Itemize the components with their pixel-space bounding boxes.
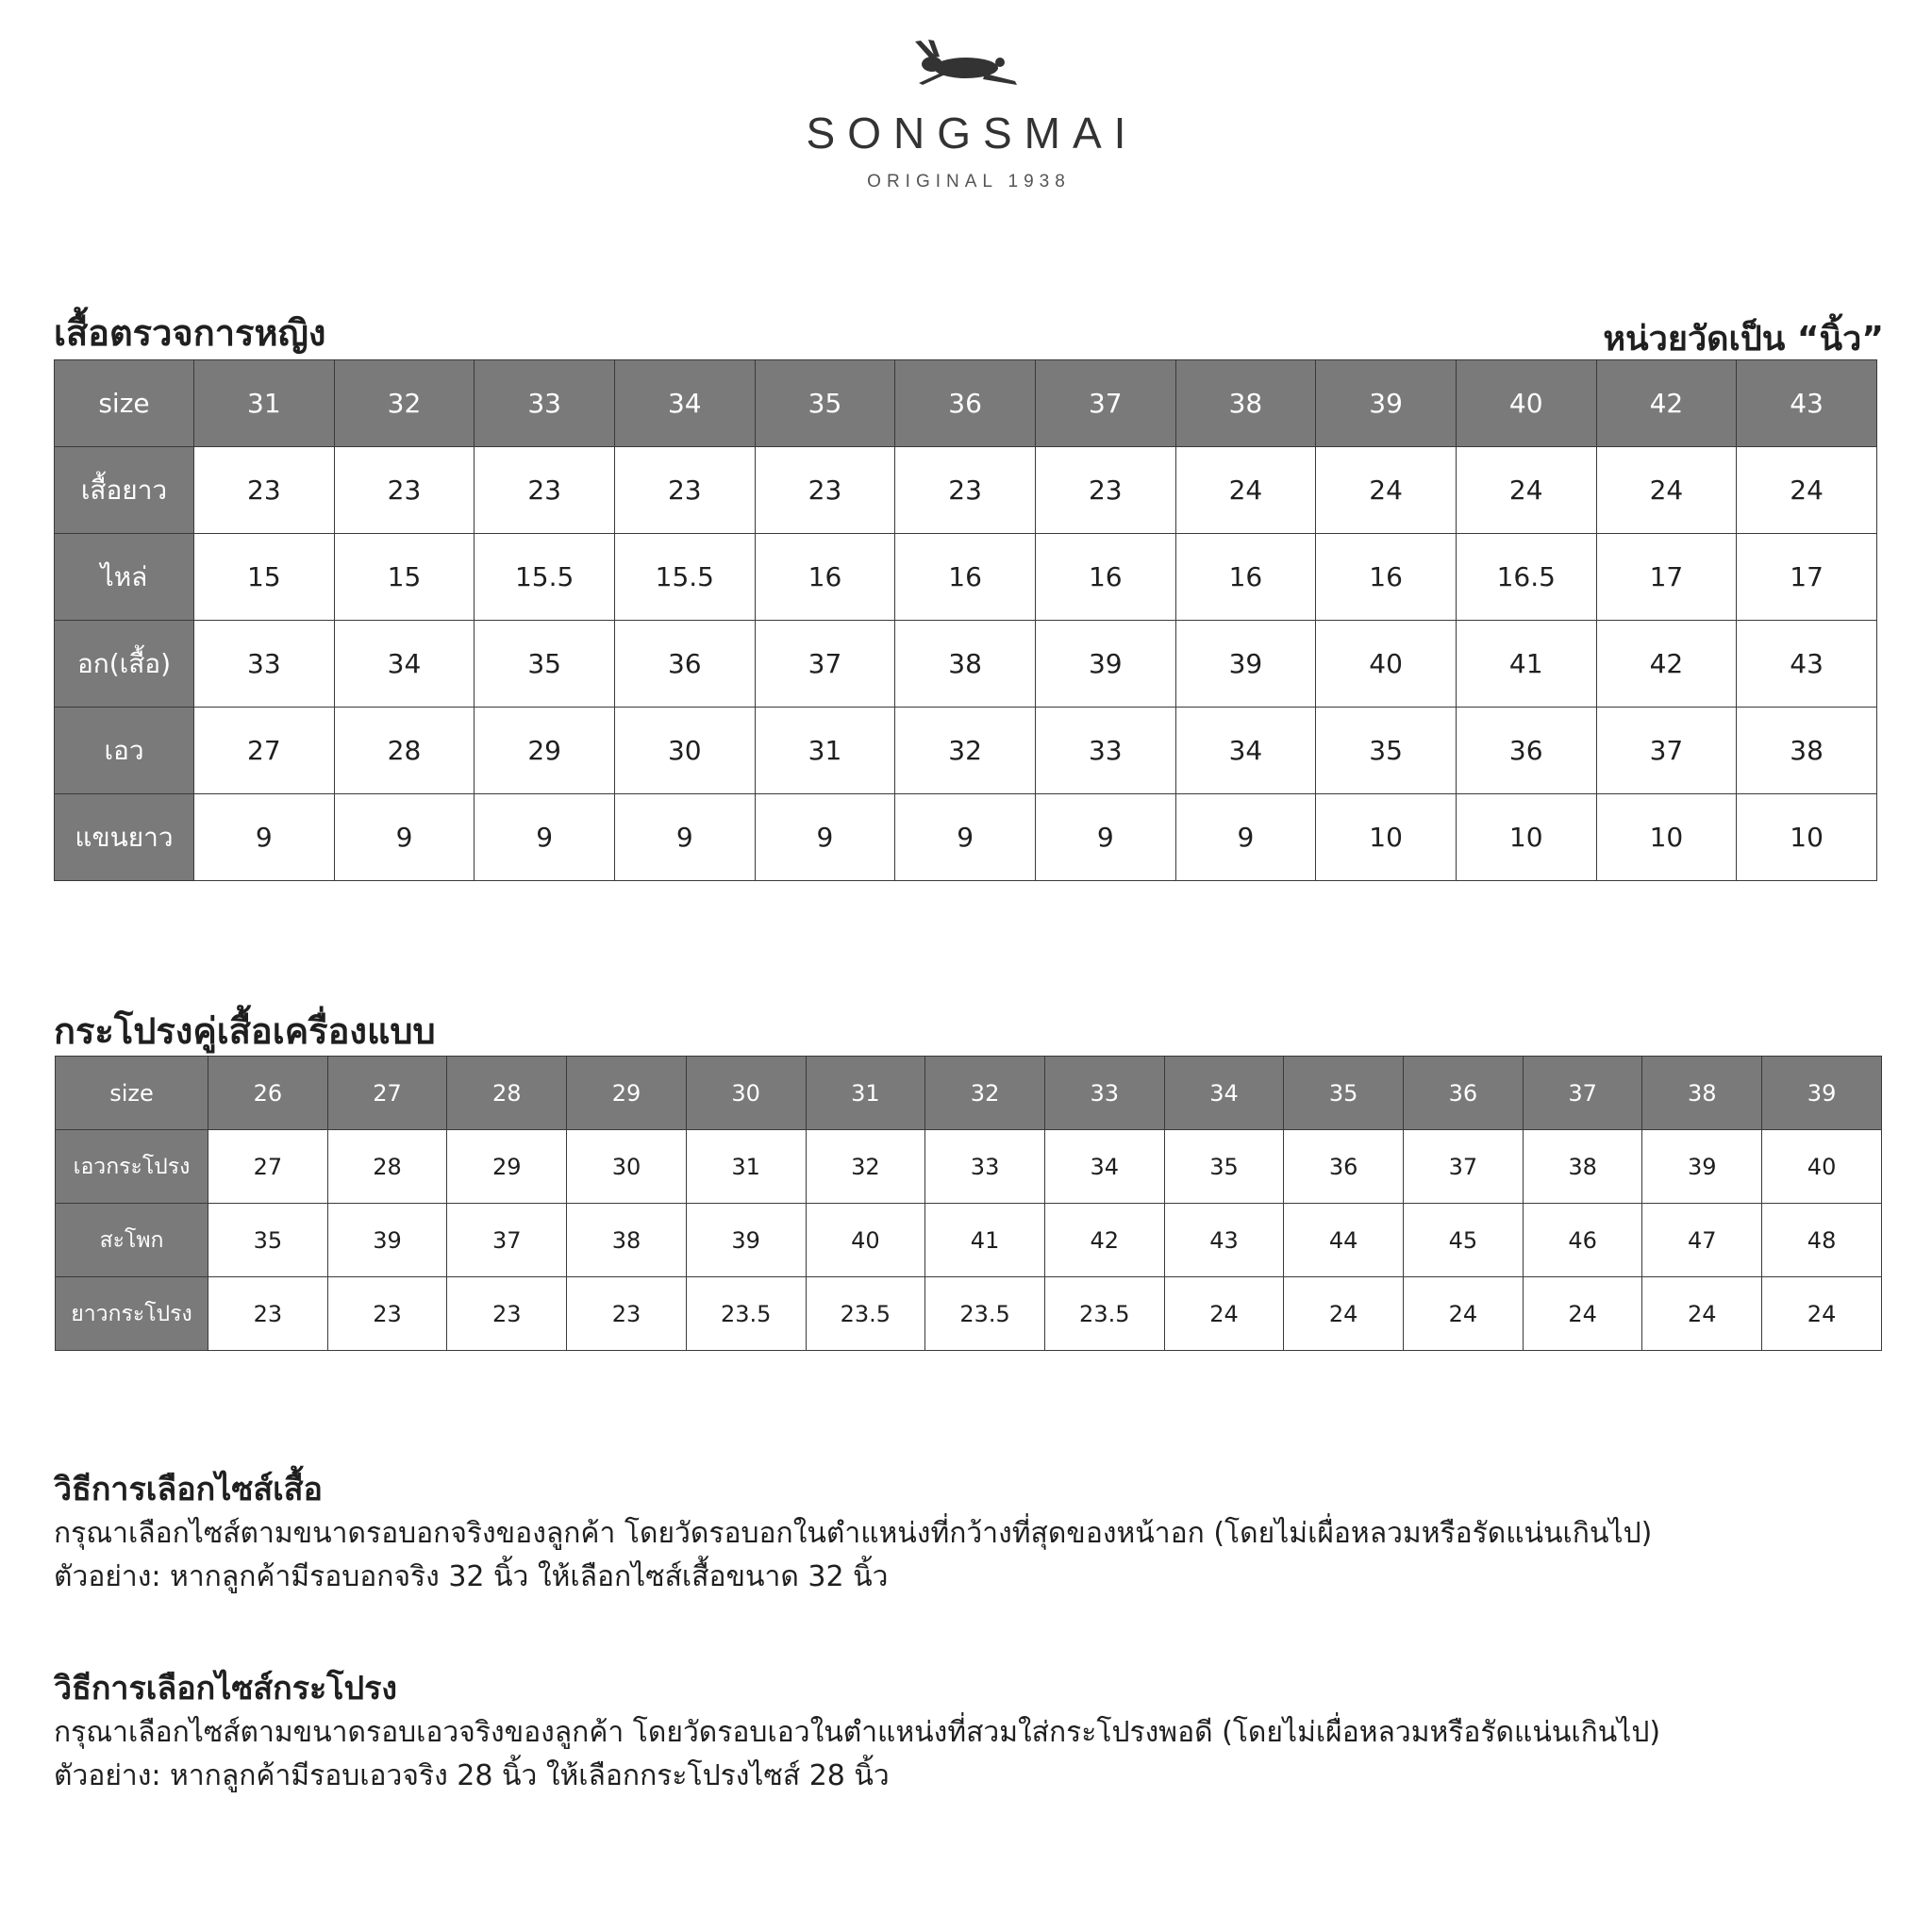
- measurement-cell: 34: [334, 621, 475, 708]
- measurement-cell: 37: [1404, 1130, 1524, 1204]
- size-column-header: 42: [1596, 360, 1737, 447]
- measurement-cell: 40: [1762, 1130, 1882, 1204]
- measurement-cell: 37: [1596, 708, 1737, 794]
- blouse-size-table: [54, 359, 1877, 881]
- measurement-cell: 9: [755, 794, 895, 881]
- measurement-label: เอวกระโปรง: [56, 1130, 208, 1204]
- measurement-cell: 15: [334, 534, 475, 621]
- table-row: [55, 621, 1877, 708]
- measurement-cell: 34: [1175, 708, 1316, 794]
- measurement-cell: 23: [447, 1277, 567, 1351]
- measurement-cell: 9: [475, 794, 615, 881]
- measurement-cell: 40: [1316, 621, 1457, 708]
- measurement-cell: 29: [447, 1130, 567, 1204]
- size-column-header: 27: [327, 1057, 447, 1130]
- measurement-cell: 42: [1596, 621, 1737, 708]
- size-column-header: 39: [1762, 1057, 1882, 1130]
- table-row: [55, 534, 1877, 621]
- measurement-cell: 23: [895, 447, 1036, 534]
- measurement-cell: 23: [475, 447, 615, 534]
- measurement-cell: 35: [1316, 708, 1457, 794]
- measurement-cell: 24: [1456, 447, 1596, 534]
- measurement-cell: 24: [1523, 1277, 1642, 1351]
- size-column-header: 36: [895, 360, 1036, 447]
- measurement-cell: 40: [806, 1204, 925, 1277]
- measurement-cell: 29: [475, 708, 615, 794]
- measurement-cell: 23.5: [686, 1277, 806, 1351]
- measurement-cell: 35: [1164, 1130, 1284, 1204]
- measurement-cell: 33: [1035, 708, 1175, 794]
- measurement-cell: 24: [1762, 1277, 1882, 1351]
- measurement-cell: 38: [1737, 708, 1877, 794]
- skirt-chart-title: กระโปรงคู่เสื้อเครื่องแบบ: [54, 1010, 436, 1052]
- measurement-cell: 38: [567, 1204, 687, 1277]
- size-header-label: size: [55, 360, 194, 447]
- measurement-cell: 36: [614, 621, 755, 708]
- brand-tagline: ORIGINAL 1938: [867, 172, 1071, 192]
- blouse-guide-title: วิธีการเลือกไซส์เสื้อ: [54, 1471, 323, 1508]
- measurement-cell: 33: [194, 621, 335, 708]
- size-column-header: 33: [475, 360, 615, 447]
- measurement-cell: 31: [755, 708, 895, 794]
- measurement-cell: 41: [1456, 621, 1596, 708]
- size-column-header: 33: [1044, 1057, 1164, 1130]
- measurement-cell: 27: [194, 708, 335, 794]
- size-column-header: 34: [614, 360, 755, 447]
- measurement-label: แขนยาว: [55, 794, 194, 881]
- measurement-cell: 24: [1404, 1277, 1524, 1351]
- measurement-cell: 27: [208, 1130, 328, 1204]
- size-column-header: 38: [1642, 1057, 1762, 1130]
- measurement-cell: 48: [1762, 1204, 1882, 1277]
- measurement-cell: 23.5: [1044, 1277, 1164, 1351]
- table-row: [56, 1204, 1882, 1277]
- measurement-cell: 24: [1175, 447, 1316, 534]
- skirt-guide-example: ตัวอย่าง: หากลูกค้ามีรอบเอวจริง 28 นิ้ว ให้เลือกกระโปรงไซส์ 28 นิ้ว: [54, 1759, 890, 1792]
- measurement-cell: 23: [1035, 447, 1175, 534]
- measurement-cell: 38: [895, 621, 1036, 708]
- measurement-cell: 42: [1044, 1204, 1164, 1277]
- measurement-cell: 24: [1284, 1277, 1404, 1351]
- unit-note: หน่วยวัดเป็น “นิ้ว”: [1603, 320, 1884, 358]
- skirt-guide-title: วิธีการเลือกไซส์กระโปรง: [54, 1670, 397, 1707]
- measurement-cell: 32: [806, 1130, 925, 1204]
- measurement-cell: 35: [208, 1204, 328, 1277]
- measurement-label: เสื้อยาว: [55, 447, 194, 534]
- measurement-cell: 15.5: [475, 534, 615, 621]
- measurement-cell: 46: [1523, 1204, 1642, 1277]
- measurement-cell: 32: [895, 708, 1036, 794]
- measurement-cell: 39: [1035, 621, 1175, 708]
- measurement-label: เอว: [55, 708, 194, 794]
- rabbit-icon: [909, 38, 1023, 94]
- size-column-header: 28: [447, 1057, 567, 1130]
- measurement-cell: 34: [1044, 1130, 1164, 1204]
- size-column-header: 29: [567, 1057, 687, 1130]
- measurement-label: ยาวกระโปรง: [56, 1277, 208, 1351]
- size-column-header: 34: [1164, 1057, 1284, 1130]
- measurement-cell: 9: [194, 794, 335, 881]
- measurement-cell: 44: [1284, 1204, 1404, 1277]
- measurement-label: ไหล่: [55, 534, 194, 621]
- measurement-cell: 38: [1523, 1130, 1642, 1204]
- size-column-header: 43: [1737, 360, 1877, 447]
- measurement-cell: 43: [1737, 621, 1877, 708]
- measurement-cell: 28: [334, 708, 475, 794]
- size-column-header: 40: [1456, 360, 1596, 447]
- size-column-header: 31: [806, 1057, 925, 1130]
- blouse-guide-example: ตัวอย่าง: หากลูกค้ามีรอบอกจริง 32 นิ้ว ให้เลือกไซส์เสื้อขนาด 32 นิ้ว: [54, 1560, 889, 1593]
- measurement-cell: 10: [1737, 794, 1877, 881]
- measurement-cell: 16.5: [1456, 534, 1596, 621]
- measurement-cell: 10: [1596, 794, 1737, 881]
- measurement-cell: 30: [567, 1130, 687, 1204]
- skirt-size-table: [55, 1056, 1882, 1351]
- measurement-cell: 31: [686, 1130, 806, 1204]
- measurement-cell: 24: [1316, 447, 1457, 534]
- measurement-cell: 10: [1316, 794, 1457, 881]
- measurement-cell: 43: [1164, 1204, 1284, 1277]
- measurement-cell: 36: [1284, 1130, 1404, 1204]
- blouse-chart-title: เสื้อตรวจการหญิง: [54, 312, 326, 354]
- measurement-cell: 39: [686, 1204, 806, 1277]
- measurement-cell: 16: [1175, 534, 1316, 621]
- measurement-cell: 39: [1642, 1130, 1762, 1204]
- measurement-cell: 36: [1456, 708, 1596, 794]
- measurement-cell: 9: [895, 794, 1036, 881]
- measurement-cell: 47: [1642, 1204, 1762, 1277]
- size-column-header: 26: [208, 1057, 328, 1130]
- table-row: [55, 794, 1877, 881]
- table-row: [56, 1277, 1882, 1351]
- measurement-cell: 23: [614, 447, 755, 534]
- size-column-header: 37: [1523, 1057, 1642, 1130]
- measurement-cell: 23.5: [806, 1277, 925, 1351]
- size-header-row: [55, 360, 1877, 447]
- size-column-header: 30: [686, 1057, 806, 1130]
- measurement-cell: 37: [755, 621, 895, 708]
- size-column-header: 31: [194, 360, 335, 447]
- measurement-cell: 24: [1737, 447, 1877, 534]
- measurement-cell: 39: [1175, 621, 1316, 708]
- measurement-cell: 16: [1316, 534, 1457, 621]
- measurement-cell: 23: [567, 1277, 687, 1351]
- measurement-cell: 24: [1596, 447, 1737, 534]
- measurement-cell: 9: [1175, 794, 1316, 881]
- measurement-cell: 9: [1035, 794, 1175, 881]
- measurement-cell: 41: [925, 1204, 1045, 1277]
- measurement-cell: 33: [925, 1130, 1045, 1204]
- measurement-cell: 39: [327, 1204, 447, 1277]
- measurement-cell: 9: [334, 794, 475, 881]
- size-header-label: size: [56, 1057, 208, 1130]
- measurement-cell: 37: [447, 1204, 567, 1277]
- brand-name: SONGSMAI: [806, 108, 1139, 158]
- measurement-cell: 16: [755, 534, 895, 621]
- size-column-header: 32: [925, 1057, 1045, 1130]
- measurement-cell: 24: [1164, 1277, 1284, 1351]
- measurement-cell: 24: [1642, 1277, 1762, 1351]
- measurement-cell: 16: [1035, 534, 1175, 621]
- size-header-row: [56, 1057, 1882, 1130]
- table-row: [56, 1130, 1882, 1204]
- measurement-cell: 17: [1737, 534, 1877, 621]
- measurement-cell: 28: [327, 1130, 447, 1204]
- size-column-header: 32: [334, 360, 475, 447]
- measurement-cell: 35: [475, 621, 615, 708]
- measurement-cell: 17: [1596, 534, 1737, 621]
- measurement-label: สะโพก: [56, 1204, 208, 1277]
- size-column-header: 35: [755, 360, 895, 447]
- brand-header: [0, 38, 1932, 192]
- measurement-cell: 23: [208, 1277, 328, 1351]
- measurement-cell: 16: [895, 534, 1036, 621]
- blouse-size-guide: [54, 1467, 1652, 1599]
- size-column-header: 36: [1404, 1057, 1524, 1130]
- measurement-cell: 10: [1456, 794, 1596, 881]
- measurement-cell: 23: [334, 447, 475, 534]
- table-row: [55, 708, 1877, 794]
- measurement-cell: 23.5: [925, 1277, 1045, 1351]
- skirt-guide-instruction: กรุณาเลือกไซส์ตามขนาดรอบเอวจริงของลูกค้า โดยวัดรอบเอวในตำแหน่งที่สวมใส่กระโปรงพอดี (โดยไม่เผื่อหลวมหรือรัดแน่นเกินไป): [54, 1716, 1661, 1749]
- measurement-cell: 23: [194, 447, 335, 534]
- size-column-header: 39: [1316, 360, 1457, 447]
- measurement-cell: 45: [1404, 1204, 1524, 1277]
- measurement-cell: 9: [614, 794, 755, 881]
- size-column-header: 38: [1175, 360, 1316, 447]
- size-column-header: 35: [1284, 1057, 1404, 1130]
- measurement-cell: 15: [194, 534, 335, 621]
- skirt-size-guide: [54, 1666, 1660, 1798]
- table-row: [55, 447, 1877, 534]
- size-column-header: 37: [1035, 360, 1175, 447]
- measurement-cell: 30: [614, 708, 755, 794]
- measurement-cell: 15.5: [614, 534, 755, 621]
- measurement-cell: 23: [327, 1277, 447, 1351]
- measurement-cell: 23: [755, 447, 895, 534]
- blouse-guide-instruction: กรุณาเลือกไซส์ตามขนาดรอบอกจริงของลูกค้า โดยวัดรอบอกในตำแหน่งที่กว้างที่สุดของหน้าอก (โดยไม่เผื่อหลวมหรือรัดแน่นเกินไป): [54, 1517, 1653, 1550]
- measurement-label: อก(เสื้อ): [55, 621, 194, 708]
